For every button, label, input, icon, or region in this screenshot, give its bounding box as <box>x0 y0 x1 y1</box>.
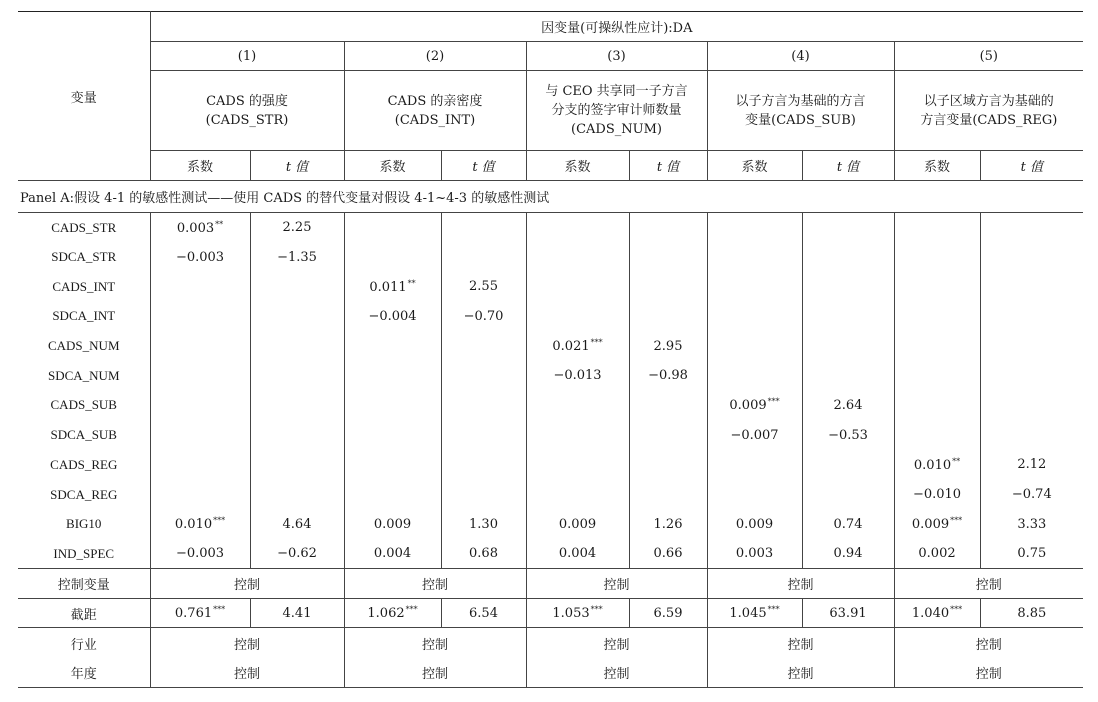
row-label: SDCA_INT <box>52 308 116 324</box>
data-cell <box>441 539 526 569</box>
model-title-line: (CADS_NUM) <box>571 122 662 137</box>
data-cell <box>250 539 344 569</box>
cell-value: 0.009 <box>729 398 767 414</box>
control-cell: 控制 <box>526 628 707 658</box>
data-cell <box>441 599 526 628</box>
cell-value: 0.66 <box>653 546 683 562</box>
coef-header: 系数 <box>526 151 629 181</box>
t-value-header: t 值 <box>629 151 707 181</box>
row-label: SDCA_SUB <box>50 427 117 443</box>
data-cell <box>802 213 894 243</box>
data-cell <box>344 302 441 332</box>
cell-value: 0.004 <box>558 546 597 562</box>
data-cell <box>894 391 980 421</box>
data-cell <box>629 391 707 421</box>
data-cell <box>802 480 894 510</box>
cell-value: 0.009 <box>735 516 774 532</box>
data-cell <box>707 480 802 510</box>
data-cell <box>250 450 344 480</box>
row-label: SDCA_NUM <box>47 367 120 383</box>
model-title <box>344 71 526 151</box>
data-cell <box>344 599 441 628</box>
cell-value: −1.35 <box>277 249 317 265</box>
control-cell: 控制 <box>707 658 894 688</box>
model-title-line: (CADS_STR) <box>205 112 289 128</box>
model-title <box>707 71 894 151</box>
data-cell <box>629 272 707 302</box>
table-row <box>18 658 1083 688</box>
data-cell <box>344 361 441 391</box>
data-cell <box>629 539 707 569</box>
control-cell: 控制 <box>707 569 894 599</box>
data-cell <box>441 213 526 243</box>
data-cell <box>441 331 526 361</box>
table-row <box>18 213 1083 243</box>
model-title <box>894 71 1083 151</box>
cell-value: 6.59 <box>653 605 683 621</box>
cell-value: 0.74 <box>833 516 863 532</box>
data-cell <box>526 361 629 391</box>
data-cell <box>707 599 802 628</box>
cell-value: 0.002 <box>918 546 956 562</box>
significance-stars: *** <box>213 516 226 526</box>
t-value-header: t 值 <box>250 151 344 181</box>
significance-stars: *** <box>405 605 418 615</box>
data-cell <box>980 450 1083 480</box>
data-cell <box>980 302 1083 332</box>
cell-value: −0.98 <box>648 368 688 384</box>
data-cell <box>894 420 980 450</box>
data-cell <box>441 391 526 421</box>
cell-value: 8.85 <box>1017 605 1047 621</box>
data-cell <box>441 420 526 450</box>
data-cell <box>441 480 526 510</box>
table-row <box>18 450 1083 480</box>
cell-value: 2.95 <box>653 338 683 354</box>
data-cell <box>707 213 802 243</box>
t-value-header: t 值 <box>802 151 894 181</box>
data-cell <box>526 450 629 480</box>
data-cell <box>894 599 980 628</box>
data-cell <box>150 509 250 539</box>
data-cell <box>441 450 526 480</box>
row-label: CADS_NUM <box>47 338 120 354</box>
row-label: SDCA_REG <box>50 486 118 502</box>
significance-stars: *** <box>590 338 603 348</box>
data-cell <box>894 272 980 302</box>
data-cell <box>344 420 441 450</box>
data-cell <box>980 361 1083 391</box>
cell-value: −0.010 <box>912 487 962 503</box>
cell-value: 1.053 <box>552 606 590 622</box>
cell-value: −0.007 <box>730 427 779 443</box>
data-cell <box>344 272 441 302</box>
data-cell <box>980 272 1083 302</box>
data-cell <box>150 213 250 243</box>
cell-value: −0.003 <box>175 546 225 562</box>
data-cell <box>526 331 629 361</box>
control-cell: 控制 <box>344 569 526 599</box>
significance-stars: *** <box>590 605 603 615</box>
t-value-header: t 值 <box>441 151 526 181</box>
data-cell <box>707 509 802 539</box>
data-cell <box>250 331 344 361</box>
data-cell <box>150 391 250 421</box>
data-cell <box>629 450 707 480</box>
row-label: BIG10 <box>66 516 102 532</box>
cell-value: 0.009 <box>558 516 597 532</box>
significance-stars: *** <box>767 605 780 615</box>
data-cell <box>150 599 250 628</box>
data-cell <box>441 242 526 272</box>
cell-value: 0.009 <box>911 517 950 533</box>
control-cell: 控制 <box>526 569 707 599</box>
cell-value: 2.12 <box>1017 457 1047 473</box>
coef-header: 系数 <box>344 151 441 181</box>
data-cell <box>802 420 894 450</box>
data-cell <box>894 480 980 510</box>
data-cell <box>250 361 344 391</box>
data-cell <box>344 539 441 569</box>
data-cell <box>802 599 894 628</box>
data-cell <box>894 361 980 391</box>
data-cell <box>250 242 344 272</box>
data-cell <box>150 331 250 361</box>
data-cell <box>526 302 629 332</box>
panel-a-label: Panel A:假设 4-1 的敏感性测试——使用 CADS 的替代变量对假设 4-1~4-3 的敏感性测试 <box>18 181 1083 213</box>
data-cell <box>629 420 707 450</box>
model-number: (5) <box>894 42 1083 71</box>
data-cell <box>344 509 441 539</box>
cell-value: 1.062 <box>367 606 405 622</box>
year-label: 年度 <box>18 658 150 688</box>
data-cell <box>707 391 802 421</box>
data-cell <box>802 361 894 391</box>
table-row <box>18 242 1083 272</box>
t-value-header: t 值 <box>980 151 1083 181</box>
model-title-line: (CADS_INT) <box>394 112 476 128</box>
cell-value: −0.74 <box>1011 487 1052 503</box>
data-cell <box>250 420 344 450</box>
data-cell <box>980 391 1083 421</box>
cell-value: 4.41 <box>282 605 312 621</box>
intercept-label: 截距 <box>18 599 150 628</box>
data-cell <box>526 420 629 450</box>
table-row <box>18 569 1083 599</box>
data-cell <box>629 242 707 272</box>
control-cell: 控制 <box>344 658 526 688</box>
cell-value: −0.003 <box>175 249 225 265</box>
data-cell <box>150 420 250 450</box>
data-cell <box>441 509 526 539</box>
model-title-line: 方言变量(CADS_REG) <box>920 112 1058 128</box>
control-cell: 控制 <box>894 658 1083 688</box>
table-row <box>18 539 1083 569</box>
significance-stars: *** <box>950 605 963 615</box>
data-cell <box>150 302 250 332</box>
table-row <box>18 509 1083 539</box>
control-cell: 控制 <box>150 658 344 688</box>
table-row <box>18 391 1083 421</box>
data-cell <box>707 420 802 450</box>
data-cell <box>629 213 707 243</box>
cell-value: 1.26 <box>653 516 683 532</box>
data-cell <box>150 242 250 272</box>
cell-value: 1.30 <box>469 516 498 532</box>
data-cell <box>526 272 629 302</box>
data-cell <box>802 509 894 539</box>
data-cell <box>250 509 344 539</box>
cell-value: 0.003 <box>735 546 774 562</box>
control-cell: 控制 <box>894 628 1083 658</box>
data-cell <box>150 272 250 302</box>
data-cell <box>707 272 802 302</box>
cell-value: 2.55 <box>469 279 498 295</box>
data-cell <box>707 539 802 569</box>
data-cell <box>707 302 802 332</box>
data-cell <box>344 213 441 243</box>
data-cell <box>250 213 344 243</box>
data-cell <box>802 450 894 480</box>
coef-header: 系数 <box>894 151 980 181</box>
cell-value: 0.75 <box>1017 546 1047 562</box>
cell-value: 1.040 <box>911 606 950 622</box>
data-cell <box>629 480 707 510</box>
data-cell <box>802 242 894 272</box>
cell-value: 2.64 <box>833 397 863 413</box>
data-cell <box>980 242 1083 272</box>
data-cell <box>802 539 894 569</box>
cell-value: 0.009 <box>373 516 412 532</box>
regression-table <box>18 11 1083 688</box>
table-row <box>18 628 1083 658</box>
data-cell <box>894 509 980 539</box>
table-row <box>18 420 1083 450</box>
data-cell <box>526 480 629 510</box>
data-cell <box>526 509 629 539</box>
significance-stars: *** <box>213 605 226 615</box>
cell-value: 0.010 <box>174 517 213 533</box>
table-row <box>18 302 1083 332</box>
model-title-line: 分支的签字审计师数量 <box>551 103 682 118</box>
data-cell <box>150 361 250 391</box>
cell-value: −0.53 <box>828 427 868 443</box>
data-cell <box>802 331 894 361</box>
cell-value: 0.010 <box>913 457 952 473</box>
cell-value: 0.761 <box>174 606 213 622</box>
row-label: CADS_SUB <box>50 397 117 413</box>
variable-header: 变量 <box>18 12 150 181</box>
industry-label: 行业 <box>18 628 150 658</box>
data-cell <box>802 302 894 332</box>
significance-stars: *** <box>950 516 963 526</box>
table-row <box>18 361 1083 391</box>
data-cell <box>526 391 629 421</box>
data-cell <box>629 361 707 391</box>
data-cell <box>250 272 344 302</box>
data-cell <box>894 302 980 332</box>
coef-header: 系数 <box>707 151 802 181</box>
data-cell <box>250 480 344 510</box>
model-number: (2) <box>344 42 526 71</box>
data-cell <box>894 331 980 361</box>
cell-value: 0.021 <box>552 339 590 355</box>
dependent-variable-header: 因变量(可操纵性应计):DA <box>150 12 1083 42</box>
cell-value: −0.62 <box>277 546 317 562</box>
row-label: CADS_STR <box>51 219 117 235</box>
data-cell <box>344 242 441 272</box>
control-cell: 控制 <box>150 628 344 658</box>
cell-value: 0.004 <box>373 546 412 562</box>
row-label: SDCA_STR <box>51 249 117 265</box>
table-row <box>18 480 1083 510</box>
row-label: IND_SPEC <box>53 545 115 561</box>
cell-value: 0.68 <box>469 546 498 562</box>
model-title-line: 与 CEO 共享同一子方言 <box>545 84 688 99</box>
data-cell <box>526 213 629 243</box>
table-row <box>18 599 1083 628</box>
data-cell <box>707 331 802 361</box>
data-cell <box>150 450 250 480</box>
cell-value: −0.004 <box>368 308 417 324</box>
model-title <box>526 71 707 151</box>
data-cell <box>441 272 526 302</box>
cell-value: 4.64 <box>282 516 312 532</box>
model-title-line: 以子区域方言为基础的 <box>923 93 1054 109</box>
data-cell <box>980 599 1083 628</box>
data-cell <box>344 480 441 510</box>
data-cell <box>980 539 1083 569</box>
data-cell <box>344 331 441 361</box>
cell-value: −0.70 <box>463 308 504 324</box>
model-title-line: 以子方言为基础的方言 <box>735 93 866 109</box>
data-cell <box>250 599 344 628</box>
data-cell <box>250 302 344 332</box>
data-cell <box>894 450 980 480</box>
data-cell <box>707 450 802 480</box>
model-number: (1) <box>150 42 344 71</box>
significance-stars: *** <box>767 397 780 407</box>
cell-value: −0.013 <box>553 368 602 384</box>
control-cell: 控制 <box>344 628 526 658</box>
data-cell <box>894 242 980 272</box>
data-cell <box>629 331 707 361</box>
data-cell <box>150 480 250 510</box>
data-cell <box>441 361 526 391</box>
control-cell: 控制 <box>707 628 894 658</box>
model-title-line: CADS 的亲密度 <box>387 93 483 109</box>
model-title-line: 变量(CADS_SUB) <box>745 112 856 128</box>
significance-stars: ** <box>215 219 224 229</box>
data-cell <box>344 391 441 421</box>
data-cell <box>344 450 441 480</box>
cell-value: 0.011 <box>369 279 407 295</box>
data-cell <box>629 509 707 539</box>
table-row <box>18 331 1083 361</box>
data-cell <box>802 272 894 302</box>
cell-value: 1.045 <box>729 606 767 622</box>
data-cell <box>980 480 1083 510</box>
data-cell <box>894 539 980 569</box>
table-row <box>18 272 1083 302</box>
data-cell <box>980 509 1083 539</box>
data-cell <box>526 599 629 628</box>
cell-value: 3.33 <box>1017 516 1047 532</box>
significance-stars: ** <box>952 456 961 466</box>
controls-label: 控制变量 <box>18 569 150 599</box>
significance-stars: ** <box>407 278 416 288</box>
data-cell <box>250 391 344 421</box>
cell-value: 0.94 <box>833 546 863 562</box>
data-cell <box>629 599 707 628</box>
model-number: (3) <box>526 42 707 71</box>
data-cell <box>707 242 802 272</box>
cell-value: 63.91 <box>829 605 867 621</box>
data-cell <box>526 539 629 569</box>
row-label: CADS_REG <box>50 456 118 472</box>
data-cell <box>980 331 1083 361</box>
control-cell: 控制 <box>526 658 707 688</box>
model-number: (4) <box>707 42 894 71</box>
cell-value: 2.25 <box>282 220 312 236</box>
data-cell <box>802 391 894 421</box>
data-cell <box>980 420 1083 450</box>
cell-value: 6.54 <box>469 605 498 621</box>
data-cell <box>894 213 980 243</box>
model-title <box>150 71 344 151</box>
cell-value: 0.003 <box>176 220 215 236</box>
data-cell <box>526 242 629 272</box>
model-title-line: CADS 的强度 <box>206 93 288 109</box>
control-cell: 控制 <box>150 569 344 599</box>
data-cell <box>707 361 802 391</box>
data-cell <box>629 302 707 332</box>
row-label: CADS_INT <box>52 278 116 294</box>
control-cell: 控制 <box>894 569 1083 599</box>
data-cell <box>980 213 1083 243</box>
data-cell <box>150 539 250 569</box>
coef-header: 系数 <box>150 151 250 181</box>
data-cell <box>441 302 526 332</box>
